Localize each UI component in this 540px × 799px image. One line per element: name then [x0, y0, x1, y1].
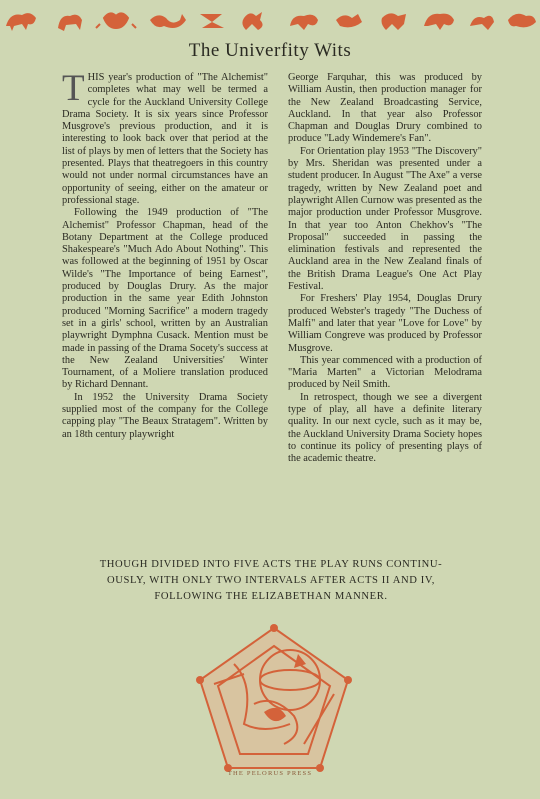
emblem-icon [194, 624, 354, 774]
zodiac-frieze [0, 6, 540, 34]
note-line: FOLLOWING THE ELIZABETHAN MANNER. [154, 591, 388, 602]
paragraph: In retrospect, though we see a divergent type of play, all have a definite literary quality. In our next cycle, such as it may be, the Auckland University Drama Society hopes to continue its policy of presenting plays of the academic theatre. [288, 391, 482, 465]
paragraph: For Freshers' Play 1954, Douglas Drury produced Webster's tragedy "The Duchess of Malfi" and later that year "Love for Love" by William Congreve was produced by Professor Musgrove. [288, 293, 482, 354]
paragraph: George Farquhar, this was produced by William Austin, then production manager for the New Zealand Broadcasting Service, Auckland. In that year also Professor Chapman and Douglas Drury combined to produce "Lady Windemere's Fan". [288, 72, 482, 145]
imprint: THE PELORUS PRESS [227, 770, 313, 777]
drop-cap: T [62, 68, 85, 109]
lion-icon [6, 13, 36, 31]
paragraph: For Orientation play 1953 "The Discovery" by Mrs. Sheridan was presented under a student producer. In August "The Axe" a verse tragedy, written by New Zealand poet and playwright Allen Curnow was presented as the major production under Professor Musgrove. In that year too Anton Chekhov's "The Proposal" succeeded in passing the elimination festivals and represented the Auckland area in the New Zealand finals of the British Drama League's One Act Play Festival. [288, 145, 482, 293]
crab-icon [508, 14, 536, 28]
serpent-icon [470, 16, 494, 30]
serpent-icon [200, 14, 224, 28]
right-column [288, 72, 482, 466]
scorpion-icon [336, 14, 362, 27]
paragraph: This year commenced with a production of "Maria Marten" a Victorian Melodrama produced by Neil Smith. [288, 354, 482, 391]
centaur-icon [242, 12, 262, 30]
paragraph: THIS year's production of "The Alchemist" completes what may well be termed a cycle for the Auckland University College Drama Society. It is six years since Professor Musgrove's previous production, and it is interesting to look back over that period at the list of plays by men of letters that the Society has presented. Plays that theatregoers in this country would not under normal circumstances have an opportunity of seeing, either on the amateur or professional stage. [62, 68, 268, 206]
note-line: THOUGH DIVIDED INTO FIVE ACTS THE PLAY RUNS CONTINU- [99, 559, 443, 570]
left-column [62, 68, 268, 441]
note-line: OUSLY, WITH ONLY TWO INTERVALS AFTER ACTS II AND IV, [107, 575, 435, 586]
paragraph: Following the 1949 production of "The Alchemist" Professor Chapman, head of the Botany Department at the College produced Shakespeare's "Much Ado About Nothing". This was followed at the beginning of 1951 by Oscar Wilde's "The Importance of being Earnest", produced by Douglas Drury. As the major production in the same year Edith Johnston produced "Morning Sacrifice" a modern tragedy set in a girls' school, written by an Australian playwright Dymphna Cusack. Mention must be made in passing of the Drama Socety's success at the New Zealand Universities' Winter Tournament, of a Moliere translation produced by Richard Dennant. [62, 207, 268, 391]
ram-icon [58, 15, 82, 31]
paragraph: In 1952 the University Drama Society supplied most of the company for the College capping play "The Beaux Stratagem". Written by an 18th century playwright [62, 391, 268, 440]
scorpion-icon [150, 14, 186, 28]
crab-icon [96, 13, 136, 28]
ram-icon [290, 15, 318, 30]
lion-icon [424, 14, 454, 30]
page-title: The Univerfity Wits [188, 40, 352, 61]
performance-note [56, 557, 486, 605]
centaur-icon [382, 13, 407, 30]
